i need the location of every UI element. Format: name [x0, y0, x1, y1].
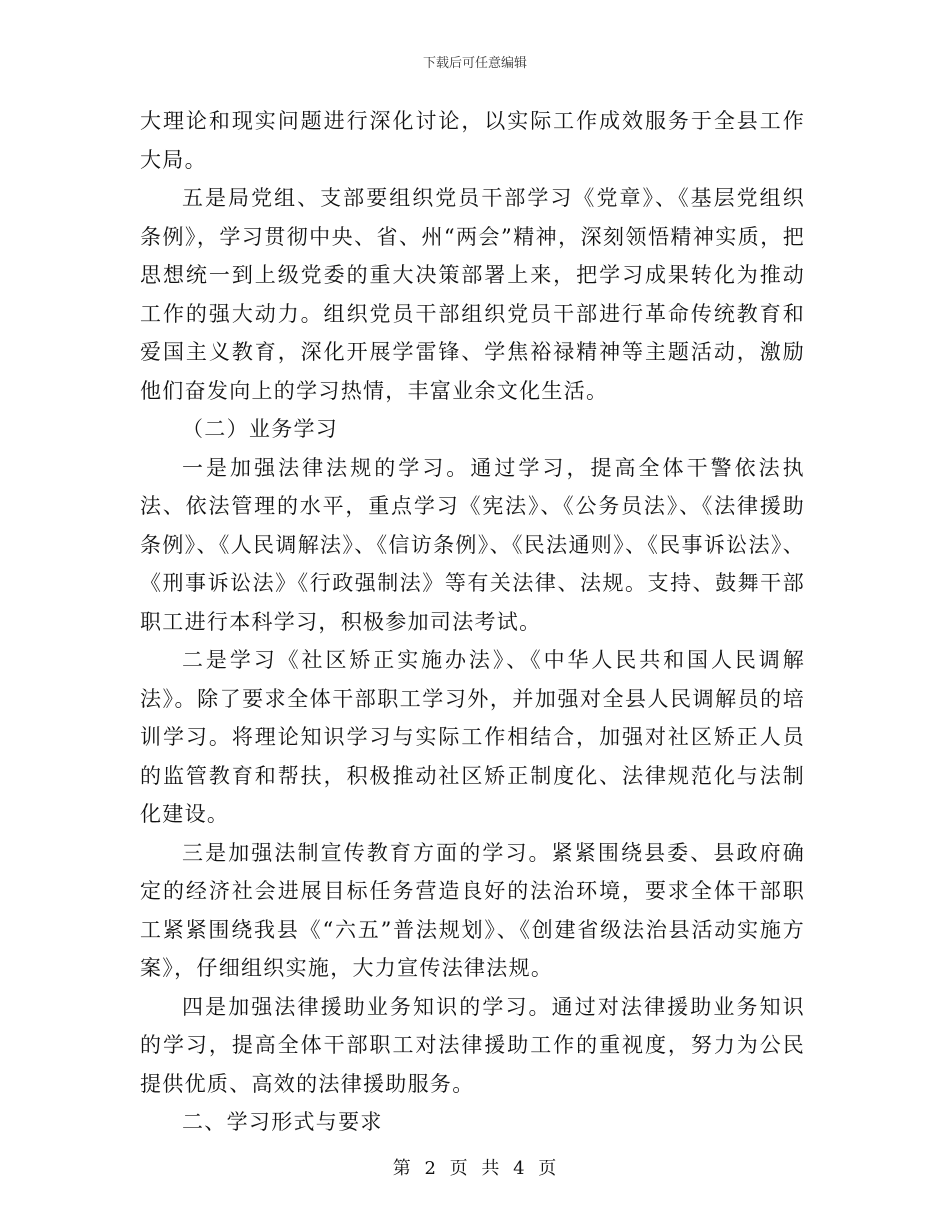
page-header: 下载后可任意编辑 [422, 56, 527, 71]
paragraph-legal-publicity: 三是加强法制宣传教育方面的学习。紧紧围绕县委、县政府确定的经济社会进展目标任务营造良好的法治环境，要求全体干部职工紧紧围绕我县《“六五”普法规划》、《创建省级法治县活动实施方案》，仔细组织实施，大力宣传法律法规。 [140, 840, 805, 980]
footer-total-label: 共 [481, 1158, 501, 1179]
paragraph-party-study: 五是局党组、支部要组织党员干部学习《党章》、《基层党组织条例》，学习贯彻中央、省、州“两会”精神，深刻领悟精神实质，把思想统一到上级党委的重大决策部署上来，把学习成果转化为推动工作的强大动力。组织党员干部组织党员干部进行革命传统教育和爱国主义教育，深化开展学雷锋、学焦裕禄精神等主题活动，激励他们奋发向上的学习热情，丰富业余文化生活。 [140, 186, 805, 403]
footer-prefix: 第 [392, 1158, 412, 1179]
current-page-number: 2 [424, 1158, 437, 1179]
paragraph-law-study: 一是加强法律法规的学习。通过学习，提高全体干警依法执法、依法管理的水平，重点学习《宪法》、《公务员法》、《法律援助条例》、《人民调解法》、《信访条例》、《民法通则》、《民事诉讼法》、《刑事诉讼法》《行政强制法》等有关法律、法规。支持、鼓舞干部职工进行本科学习，积极参加司法考试。 [140, 455, 805, 634]
footer-suffix: 页 [538, 1158, 558, 1179]
paragraph-continuation: 大理论和现实问题进行深化讨论，以实际工作成效服务于全县工作大局。 [140, 109, 805, 172]
section-heading-study-forms: 二、学习形式与要求 [182, 1110, 383, 1134]
page-footer [0, 1154, 950, 1180]
paragraph-legal-aid: 四是加强法律援助业务知识的学习。通过对法律援助业务知识的学习，提高全体干部职工对法律援助工作的重视度，努力为公民提供优质、高效的法律援助服务。 [140, 994, 805, 1096]
paragraph-community-correction: 二是学习《社区矫正实施办法》、《中华人民共和国人民调解法》。除了要求全体干部职工学习外，并加强对全县人民调解员的培训学习。将理论知识学习与实际工作相结合，加强对社区矫正人员的监管教育和帮扶，积极推动社区矫正制度化、法律规范化与法制化建设。 [140, 648, 805, 826]
total-pages-number: 4 [513, 1158, 526, 1179]
footer-page-label: 页 [449, 1158, 469, 1179]
document-body [140, 102, 805, 1142]
section-heading-business-study: （二）业务学习 [182, 417, 339, 441]
